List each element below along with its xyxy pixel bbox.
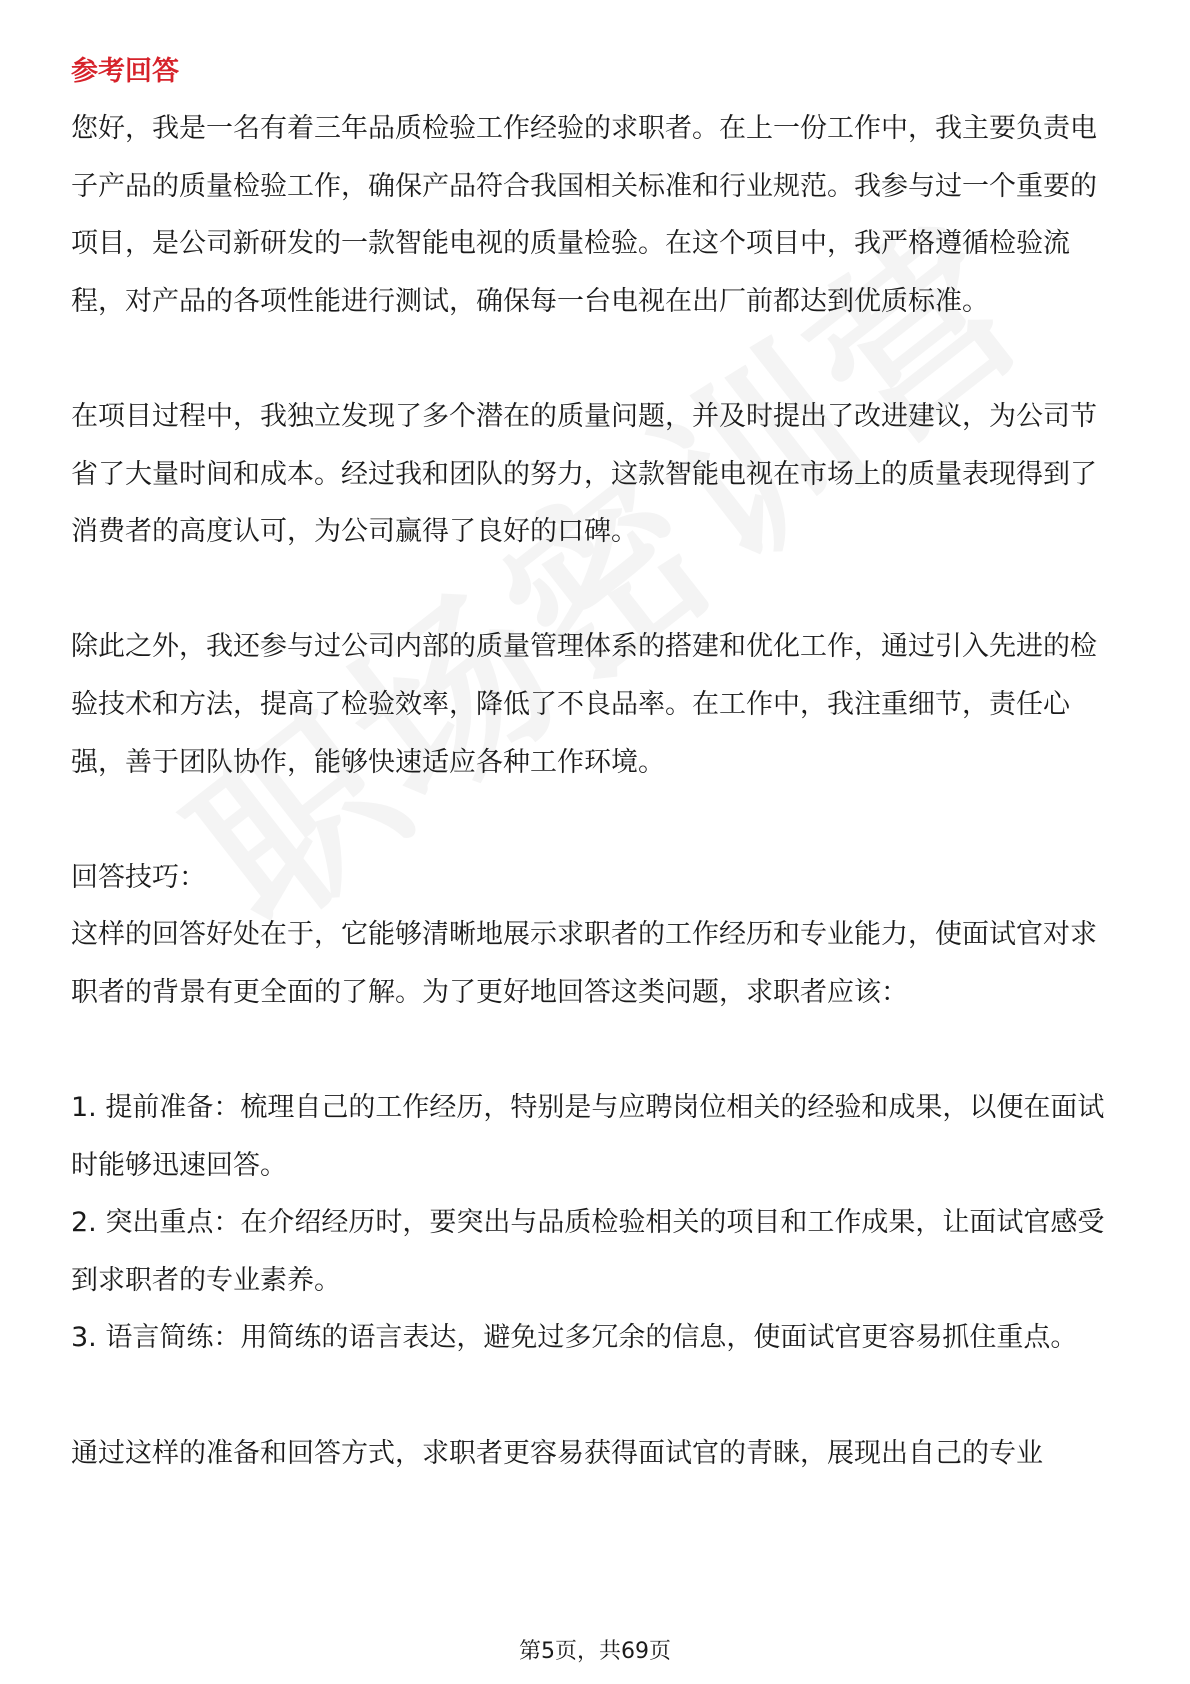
answer-paragraph-1: 您好，我是一名有着三年品质检验工作经验的求职者。在上一份工作中，我主要负责电子产品的质量检验工作，确保产品符合我国相关标准和行业规范。我参与过一个重要的项目，是公司新研发的一款智能电视的质量检验。在这个项目中，我严格遵循检验流程，对产品的各项性能进行测试，确保每一台电视在出厂前都达到优质标准。 <box>71 113 1097 317</box>
tip-item-1: 1. 提前准备：梳理自己的工作经历，特别是与应聘岗位相关的经验和成果，以便在面试时能够迅速回答。 <box>71 1092 1105 1181</box>
answer-paragraph-3: 除此之外，我还参与过公司内部的质量管理体系的搭建和优化工作，通过引入先进的检验技术和方法，提高了检验效率，降低了不良品率。在工作中，我注重细节，责任心强，善于团队协作，能够快速适应各种工作环境。 <box>71 631 1097 778</box>
tip-item-3: 3. 语言简练：用简练的语言表达，避免过多冗余的信息，使面试官更容易抓住重点。 <box>71 1322 1078 1354</box>
document-body <box>71 44 1121 1482</box>
page-number: 第5页，共69页 <box>519 1639 671 1664</box>
tips-intro: 这样的回答好处在于，它能够清晰地展示求职者的工作经历和专业能力，使面试官对求职者的背景有更全面的了解。为了更好地回答这类问题，求职者应该： <box>71 919 1097 1008</box>
answer-paragraph-2: 在项目过程中，我独立发现了多个潜在的质量问题，并及时提出了改进建议，为公司节省了大量时间和成本。经过我和团队的努力，这款智能电视在市场上的质量表现得到了消费者的高度认可，为公司赢得了良好的口碑。 <box>71 400 1097 548</box>
closing-paragraph: 通过这样的准备和回答方式，求职者更容易获得面试官的青睐，展现出自己的专业 <box>71 1437 1043 1469</box>
tips-heading: 回答技巧： <box>71 861 206 893</box>
section-heading: 参考回答 <box>71 56 179 87</box>
tip-item-2: 2. 突出重点：在介绍经历时，要突出与品质检验相关的项目和工作成果，让面试官感受到求职者的专业素养。 <box>71 1207 1105 1296</box>
